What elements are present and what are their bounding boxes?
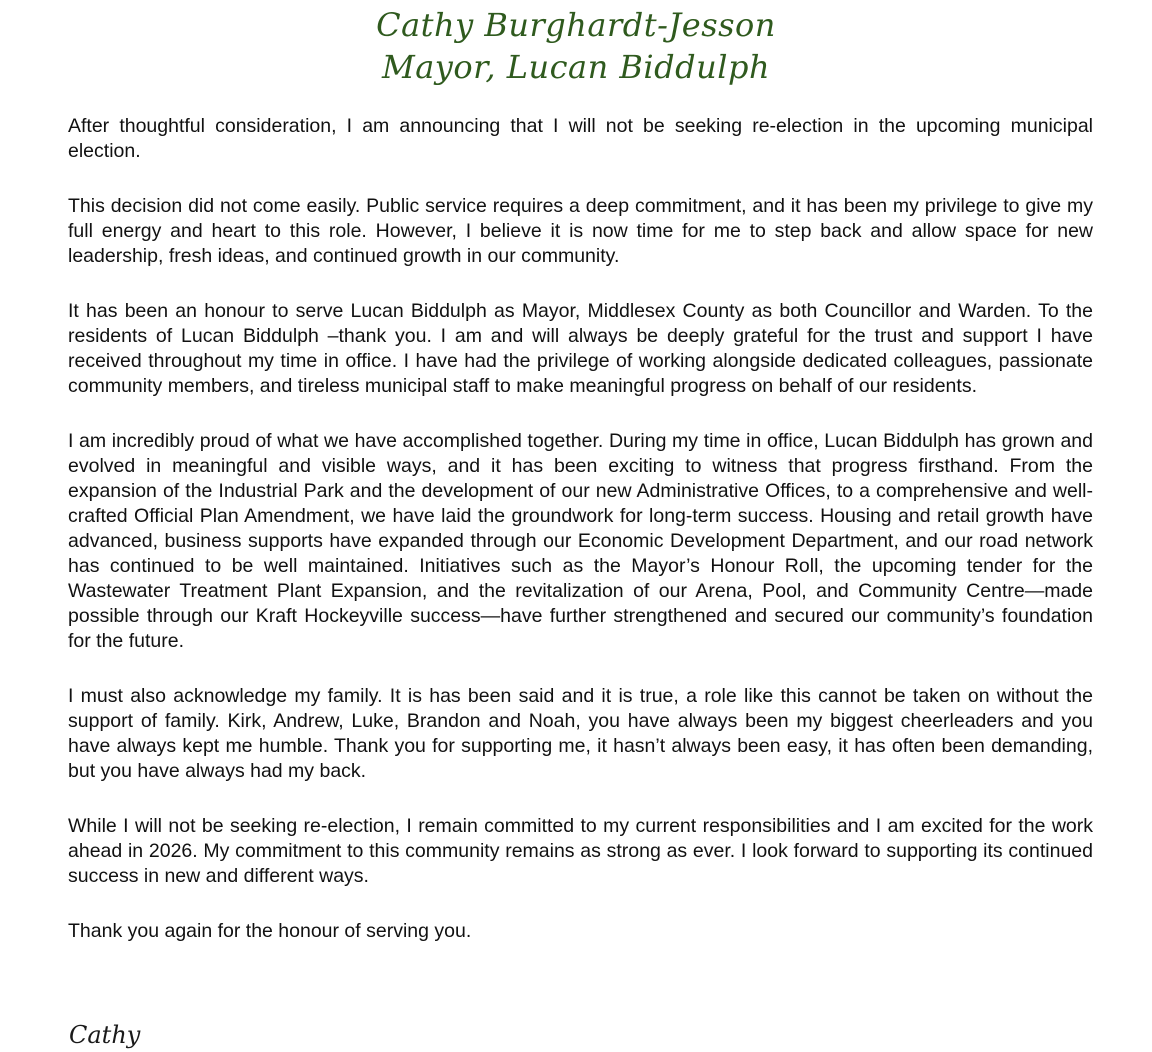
paragraph-announcement: After thoughtful consideration, I am announcing that I will not be seeking re-election in the upcoming municipal election. (68, 115, 1093, 162)
paragraph-family: I must also acknowledge my family. It is has been said and it is true, a role like this cannot be taken on without the support of family. Kirk, Andrew, Luke, Brandon and Noah, you have always been my biggest cheerleaders and you have always kept me humble. Thank you for supporting me, it hasn’t always been easy, it has often been demanding, but you have always had my back. (68, 685, 1093, 782)
letterhead (0, 4, 1152, 88)
paragraph-commitment: While I will not be seeking re-election, I remain committed to my current responsibilities and I am excited for the work ahead in 2026. My commitment to this community remains as strong as ever. I look forward to supporting its continued success in new and different ways. (68, 815, 1093, 887)
paragraph-accomplishments: I am incredibly proud of what we have accomplished together. During my time in office, Lucan Biddulph has grown and evolved in meaningful and visible ways, and it has been exciting to witness that progress firsthand. From the expansion of the Industrial Park and the development of our new Administrative Offices, to a comprehensive and well-crafted Official Plan Amendment, we have laid the groundwork for long-term success. Housing and retail growth have advanced, business supports have expanded through our Economic Development Department, and our road network has continued to be well maintained. Initiatives such as the Mayor’s Honour Roll, the upcoming tender for the Wastewater Treatment Plant Expansion, and the revitalization of our Arena, Pool, and Community Centre—made possible through our Kraft Hockeyville success—have further strengthened and secured our community’s foundation for the future. (68, 430, 1093, 652)
paragraph-decision: This decision did not come easily. Public service requires a deep commitment, and it has been my privilege to give my full energy and heart to this role. However, I believe it is now time for me to step back and allow space for new leadership, fresh ideas, and continued growth in our community. (68, 195, 1093, 267)
letter-body (68, 114, 1093, 944)
paragraph-thanks: Thank you again for the honour of serving you. (68, 920, 472, 942)
letterhead-name: Cathy Burghardt-Jesson (376, 6, 776, 44)
paragraph-gratitude: It has been an honour to serve Lucan Biddulph as Mayor, Middlesex County as both Councillor and Warden. To the residents of Lucan Biddulph –thank you. I am and will always be deeply grateful for the trust and support I have received throughout my time in office. I have had the privilege of working alongside dedicated colleagues, passionate community members, and tireless municipal staff to make meaningful progress on behalf of our residents. (68, 300, 1093, 397)
signature: Cathy (69, 1021, 141, 1049)
letterhead-title: Mayor, Lucan Biddulph (381, 48, 771, 86)
